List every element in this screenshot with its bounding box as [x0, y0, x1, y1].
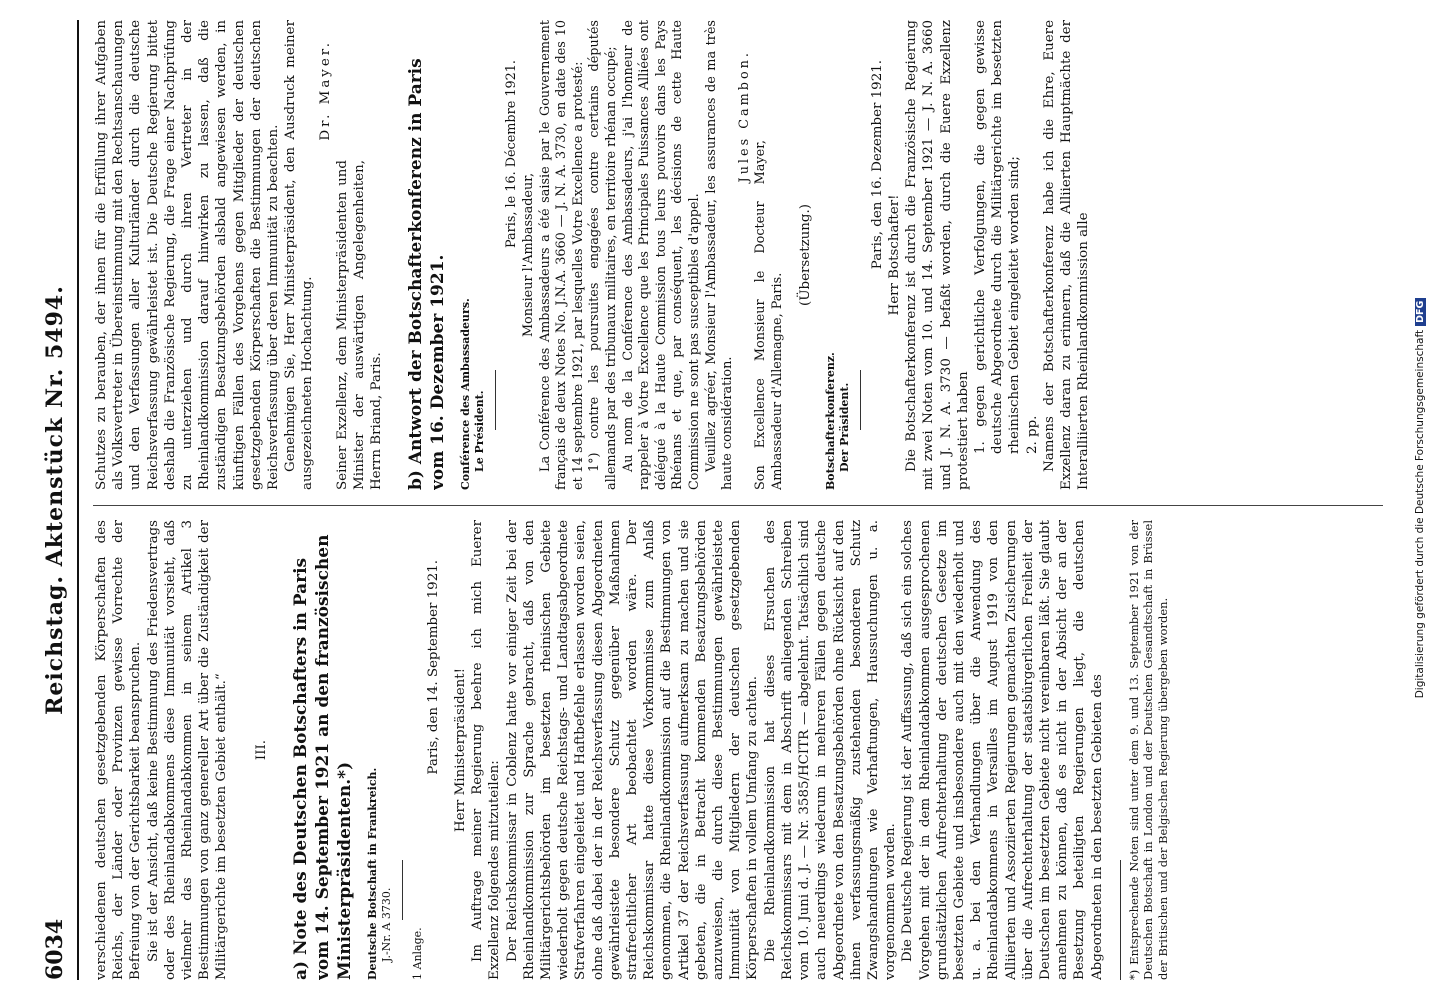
paragraph-fr: La Conférence des Ambassadeurs a été saisie par le Gouvernement français de deux Notes No. J.N.A. 3660 — J. N. A. 3730, en date des 10 et 14 septembre 1921, par lesquelles Votre Excellence a protesté: [537, 20, 586, 490]
paragraph: Schutzes zu berauben, der ihnen für die Erfüllung ihrer Aufgaben als Volksvertreter in Übereinstimmung mit den Rechtsanschauungen und den Verfassungen aller Kulturländer durch die deutsche Reichsverfassung gewährleistet ist. Die Deutsche Regierung bittet deshalb die Französische Regierung, die Frage einer Nachprüfung zu unterziehen und durch ihren Vertreter in der Rheinlandkommission darauf hinwirken zu lassen, daß die zuständigen Besatzungsbehörden alsbald angewiesen werden, in künftigen Fällen des Vorgehens gegen Mitglieder der deutschen gesetzgebenden Körperschaften die Bestimmungen der deutschen Reichsverfassung über deren Immunität zu beachten. [94, 20, 282, 490]
reference-number: J.-Nr. A 3730. [379, 887, 393, 962]
column-divider [93, 505, 1383, 506]
right-column [93, 20, 1393, 490]
conference-label-de: Botschafterkonferenz. [823, 352, 837, 490]
salutation: Herr Ministerpräsident! [453, 667, 469, 833]
short-rule [402, 860, 403, 920]
signature-cambon: Jules Cambon. [736, 50, 752, 183]
president-label-fr: Le Président. [473, 390, 487, 472]
addressee: Seiner Exzellenz, dem Ministerpräsidenten und Minister der auswärtigen Angelegenheiten, Herrn Briand, Paris. [334, 160, 385, 490]
addressee-fr: Son Excellence Monsieur le Docteur Mayer, Ambassadeur d'Allemagne, Paris. [753, 140, 785, 490]
footnote-rule [1120, 860, 1121, 980]
footnote: *) Entsprechende Noten sind unter dem 9. und 13. September 1921 von der Deutschen Botschaft in London und der Deutschen Gesandtschaft in Brüssel der Britischen und der Belgischen Regierung übergeben worden. [1126, 520, 1170, 980]
paragraph: Sie ist der Ansicht, daß keine Bestimmung des Friedensvertrags oder des Rheinlandabkommens diese Immunität vorsieht, daß vielmehr das Rheinlandabkommen in seinem Artikel 3 Bestimmungen von ganz genereller Art über die Zuständigkeit der Militärgerichte im besetzten Gebiet enthält.“ [145, 520, 230, 980]
president-label-de: Der Präsident. [837, 382, 851, 472]
short-rule [860, 370, 861, 430]
paragraph: Namens der Botschafterkonferenz habe ich die Ehre, Euere Exzellenz daran zu erinnern, daß die Alliierten Hauptmächte der Interalliierten Rheinlandkommission alle [1041, 20, 1092, 490]
dateline: Paris, den 14. September 1921. [425, 560, 441, 775]
paragraph: Die Deutsche Regierung ist der Auffassung, daß sich ein solches Vorgehen mit der in dem Rheinlandabkommen ausgesprochenen grundsätzlichen Aufrechterhaltung der deutschen Gesetze im besetzten Gebiete und insbesondere auch mit den wiederholt und u. a. bei den Verhandlungen über die Anwendung des Rheinlandabkommens in Versailles im August 1919 von den Alliierten und Assoziierten Regierungen gemachten Zusicherungen über die Aufrechterhaltung der staatsbürgerlichen Freiheit der Deutschen im besetzten Gebiete nicht vereinbaren läßt. Sie glaubt annehmen zu können, daß es nicht in der Absicht der an der Besetzung beteiligten Regierungen liegt, die deutschen Abgeordneten in den besetzten Gebieten des [900, 520, 1105, 980]
left-column [93, 520, 1393, 980]
list-item: 1. gegen gerichtliche Verfolgungen, die gegen gewisse deutsche Abgeordnete durch die Militärgerichte im besetzten rheinischen Gebiet eingeleitet worden sind; [972, 20, 1023, 454]
conference-label-fr: Conférence des Ambassadeurs. [459, 298, 473, 490]
heading-a: a) Note des Deutschen Botschafters in Paris vom 14. September 1921 an den französischen Ministerpräsidenten.*) [290, 534, 355, 980]
translation-label: (Übersetzung.) [797, 204, 813, 306]
short-rule [495, 370, 496, 430]
paragraph-fr: Au nom de la Conférence des Ambassadeurs, j'ai l'honneur de rappeler à Votre Excellence que les Principales Puissances Alliées ont délégué à la Haute Commission tous leurs pouvoirs dans les Pays Rhénans et que, par conséquent, les décisions de cette Haute Commission ne sont pas susceptibles d'appel. [620, 20, 702, 490]
signature-mayer: Dr. Mayer. [317, 40, 333, 141]
dateline-fr: Paris, le 16. Décembre 1921. [504, 60, 520, 249]
enclosure-note: 1 Anlage. [410, 927, 424, 980]
running-head: Reichstag. Aktenstück Nr. 5494. [42, 285, 68, 715]
dfg-logo: DFG [1415, 298, 1426, 326]
dateline-de: Paris, den 16. Dezember 1921. [869, 60, 885, 270]
paragraph-fr: 1°) contre les poursuites engagées contre certains députés allemands par des tribunaux militaires, en territoire rhénan occupé; [587, 20, 620, 490]
paragraph: Die Rheinlandkommission hat dieses Ersuchen des Reichskommissars mit dem in Abschrift anliegenden Schreiben vom 10. Juni d. J. — Nr. 3585/HCITR — abgelehnt. Tatsächlich sind auch neuerdings wiederum in mehreren Fällen gegen deutsche Abgeordnete von den Besatzungsbehörden ohne Rücksicht auf den ihnen verfassungsmäßig zustehenden besonderen Schutz Zwangshandlungen wie Verhaftungen, Haussuchungen u. a. vorgenommen worden. [762, 520, 899, 980]
digitization-credit: Digitalisierung gefördert durch die Deutsche Forschungsgemeinschaft [1414, 329, 1426, 699]
paragraph: Der Reichskommissar in Coblenz hatte vor einiger Zeit bei der Rheinlandkommission zur Sprache gebracht, daß von den Militärgerichtsbehörden im besetzten rheinischen Gebiete wiederholt gegen deutsche Reichstags- und Landtagsabgeordnete Strafverfahren eingeleitet und Haftbefehle erlassen worden seien, ohne daß dabei der in der Reichsverfassung diesen Abgeordneten gewährleistete besondere Schutz gegenüber Maßnahmen strafrechtlicher Art beobachtet worden wäre. Der Reichskommissar hatte diese Vorkommnisse zum Anlaß genommen, die Rheinlandkommission auf die Bestimmungen von Artikel 37 der Reichsverfassung aufmerksam zu machen und sie gebeten, die in Betracht kommenden Besatzungsbehörden anzuweisen, die durch diese Bestimmungen gewährleistete Immunität von Mitgliedern der deutschen gesetzgebenden Körperschaften in vollem Umfang zu achten. [504, 520, 761, 980]
paragraph-fr: Veuillez agréer, Monsieur l'Ambassadeur, les assurances de ma très haute considération. [703, 20, 736, 490]
paragraph: verschiedenen deutschen gesetzgebenden Körperschaften des Reichs, der Länder oder Provinzen gewisse Vorrechte der Befreiung von der Gerichtsbarkeit beanspruchen. [94, 520, 144, 980]
paragraph: Im Auftrage meiner Regierung beehre ich mich Euerer Exzellenz folgendes mitzuteilen: [470, 520, 503, 980]
salutation-fr: Monsieur l'Ambassadeur, [521, 172, 537, 338]
document-page [42, 20, 1405, 980]
page-header [42, 20, 79, 980]
salutation-de: Herr Botschafter! [886, 194, 902, 316]
page-number: 6034 [42, 918, 68, 980]
paragraph: Die Botschafterkonferenz ist durch die Französische Regierung mit zwei Noten vom 10. und 14. September 1921 — J. N. A. 3660 und J. N. A. 3730 — befaßt worden, durch die Euere Exzellenz protestiert haben [904, 20, 971, 490]
heading-b: b) Antwort der Botschafterkonferenz in Paris vom 16. Dezember 1921. [406, 58, 449, 490]
list-item: 2. pp. [1024, 415, 1040, 454]
paragraph: Genehmigen Sie, Herr Ministerpräsident, den Ausdruck meiner ausgezeichneten Hochachtung. [283, 20, 316, 490]
section-numeral: III. [253, 739, 269, 761]
embassy-label: Deutsche Botschaft in Frankreich. [365, 767, 379, 980]
